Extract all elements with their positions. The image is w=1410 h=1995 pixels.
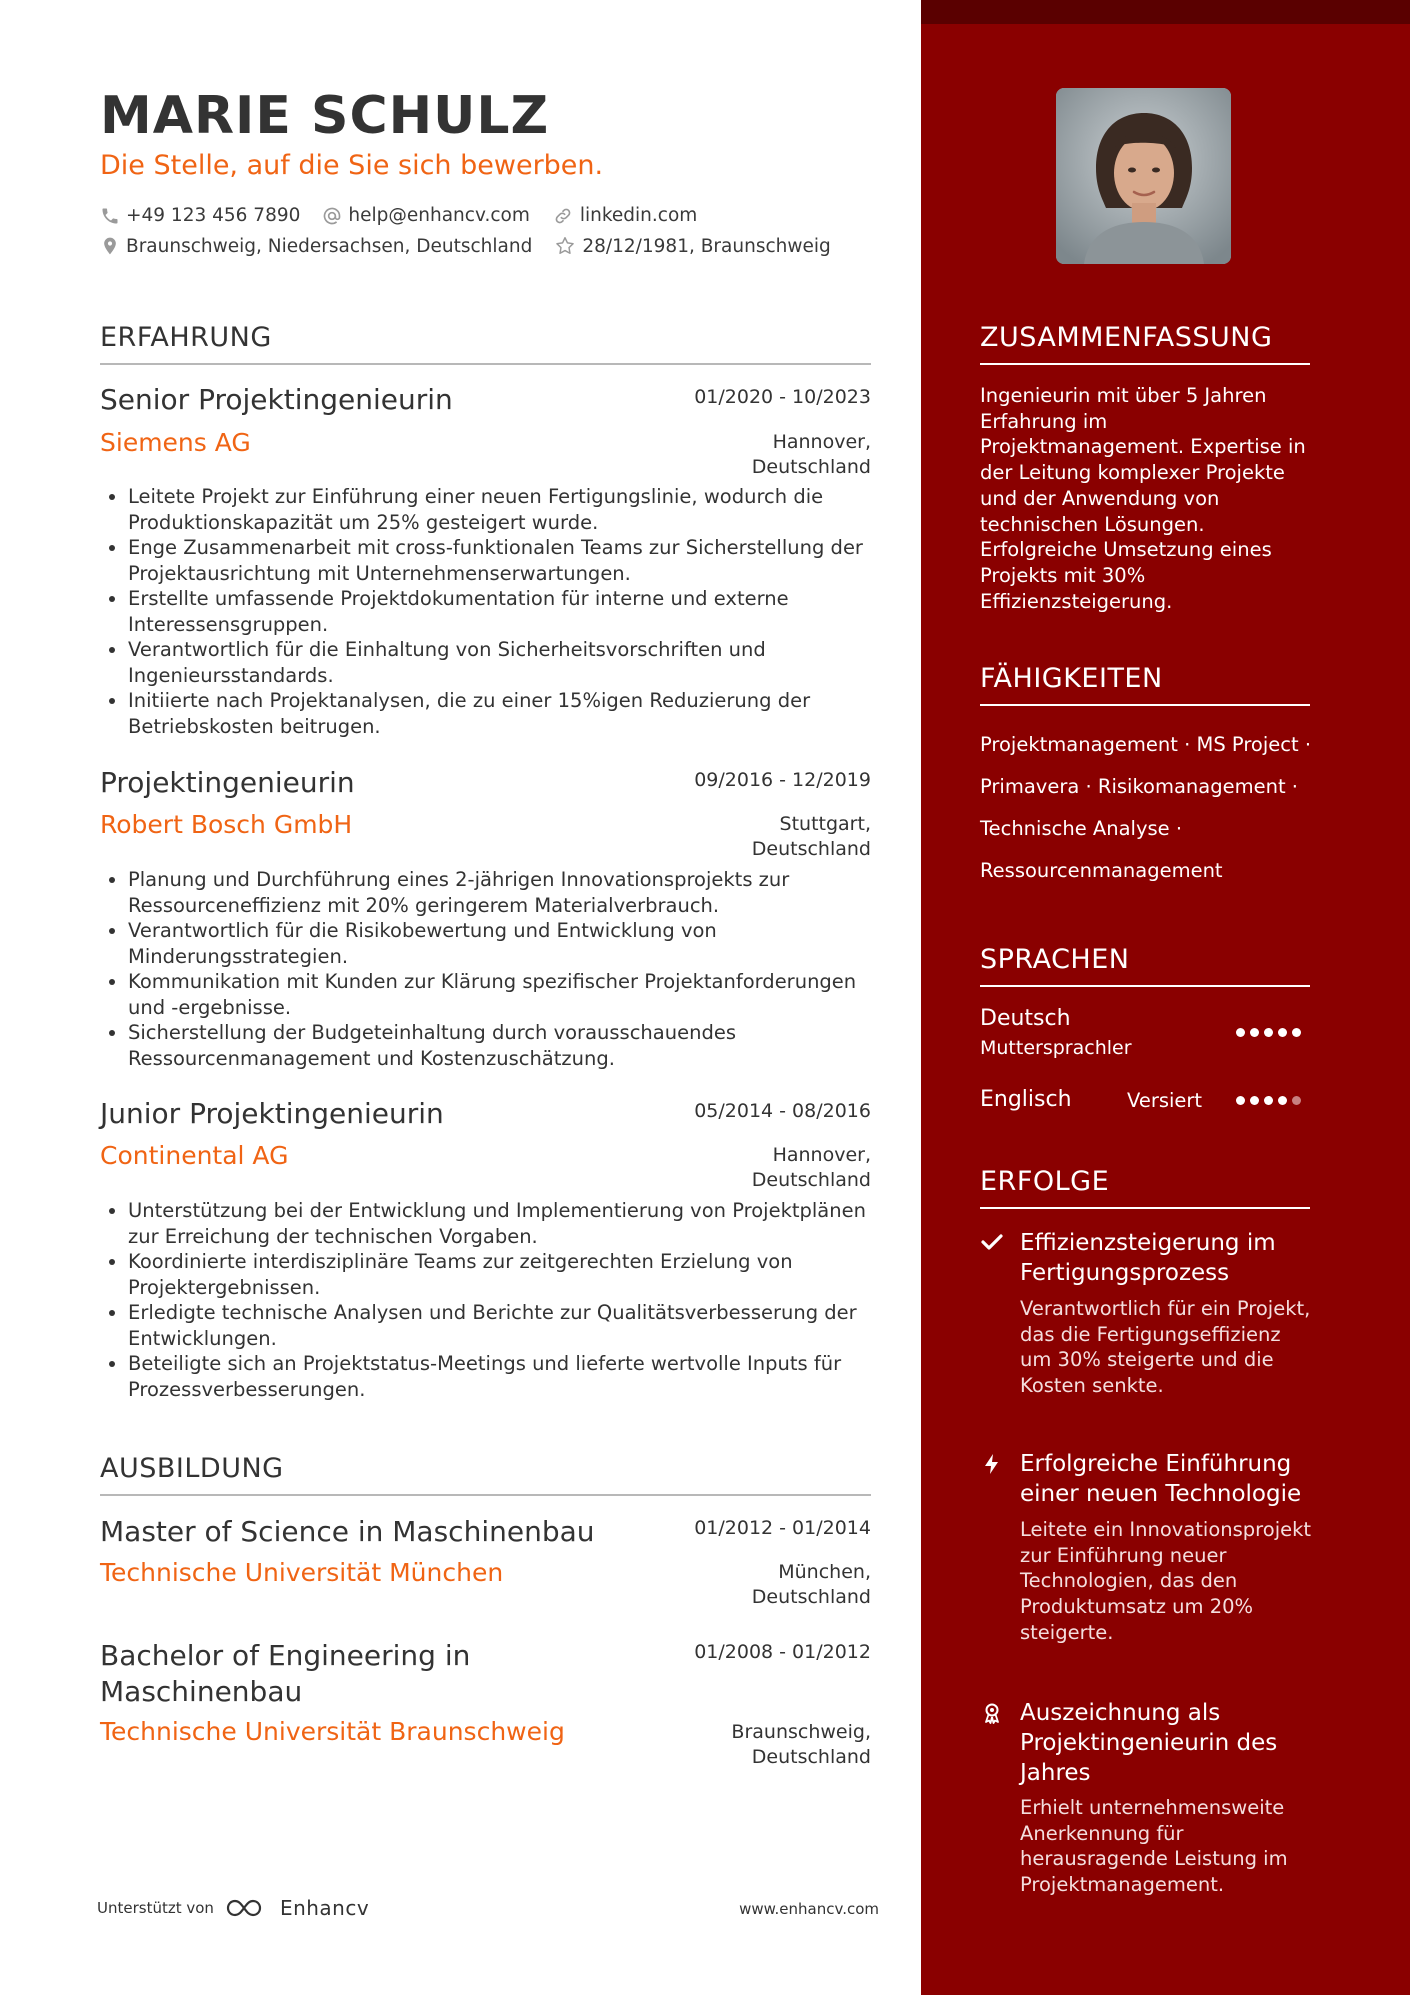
linkedin-text: linkedin.com	[579, 205, 698, 226]
language-level: Muttersprachler	[980, 1037, 1132, 1059]
portrait-image	[1056, 88, 1231, 264]
job-dates: 01/2020 - 10/2023	[694, 386, 871, 408]
location-pin-icon	[100, 235, 120, 257]
powered-by-text: Unterstützt von	[97, 1899, 214, 1917]
bullet: • Initiierte nach Projektanalysen, die zu einer 15%igen Reduzierung der Betriebskosten beitrugen.	[128, 688, 871, 739]
degree-title: Master of Science in Maschinenbau	[100, 1515, 595, 1548]
company-name: Robert Bosch GmbH	[100, 810, 353, 839]
location-country: Deutschland	[751, 1169, 871, 1191]
achievement-title: Erfolgreiche Einführung einer neuen Technologie	[1020, 1451, 1302, 1507]
education-dates: 01/2012 - 01/2014	[694, 1517, 871, 1539]
job-bullets	[100, 484, 871, 739]
bullet: • Sicherstellung der Budgeteinhaltung durch vorausschauendes Ressourcenmanagement und Kostenzuschätzung.	[128, 1020, 871, 1071]
job-bullets	[100, 1198, 871, 1402]
achievement-text: Erhielt unternehmensweite Anerkennung für herausragende Leistung im Projektmanagement.	[1020, 1796, 1288, 1897]
sidebar-top-bar	[921, 0, 1410, 24]
school-name: Technische Universität München	[100, 1558, 504, 1587]
rating-dot-empty	[1292, 1096, 1301, 1105]
contact-row-1	[100, 205, 719, 226]
check-icon	[980, 1230, 1004, 1254]
degree-line: Maschinenbau	[100, 1675, 303, 1708]
company-name: Siemens AG	[100, 428, 251, 457]
location-city: Braunschweig,	[731, 1721, 871, 1743]
achievements-heading: ERFOLGE	[980, 1166, 1310, 1209]
footer-url[interactable]: www.enhancv.com	[739, 1900, 879, 1918]
location-city: Hannover,	[772, 431, 871, 453]
bullet: • Leitete Projekt zur Einführung einer neuen Fertigungslinie, wodurch die Produktionskapazität um 25% gesteigert wurde.	[128, 484, 871, 535]
contact-email[interactable]	[322, 205, 529, 226]
location-country: Deutschland	[751, 838, 871, 860]
language-name: Deutsch	[980, 1006, 1071, 1031]
rating-dot	[1250, 1096, 1259, 1105]
education-location	[731, 1720, 871, 1770]
bullet: • Enge Zusammenarbeit mit cross-funktionalen Teams zur Sicherstellung der Projektausrichtung mit Unternehmenserwartungen.	[128, 535, 871, 586]
achievement-title: Effizienzsteigerung im Fertigungsprozess	[1020, 1230, 1276, 1286]
job-dates: 09/2016 - 12/2019	[694, 769, 871, 791]
job-bullets	[100, 867, 871, 1071]
languages-heading: SPRACHEN	[980, 944, 1310, 987]
summary-heading: ZUSAMMENFASSUNG	[980, 322, 1310, 365]
location-country: Deutschland	[751, 1746, 871, 1768]
location-city: München,	[778, 1561, 871, 1583]
company-name: Continental AG	[100, 1141, 289, 1170]
job-title: Projektingenieurin	[100, 766, 355, 799]
skills-line: Projektmanagement · MS Project ·	[980, 733, 1312, 756]
job-title: Junior Projektingenieurin	[100, 1097, 444, 1130]
skills-line: Technische Analyse ·	[980, 817, 1183, 840]
education-location	[752, 1560, 871, 1610]
school-name: Technische Universität Braunschweig	[100, 1717, 565, 1746]
location-text: Braunschweig, Niedersachsen, Deutschland	[126, 235, 533, 257]
rating-dot	[1278, 1028, 1287, 1037]
job-location	[752, 430, 871, 480]
contact-linkedin[interactable]	[552, 205, 697, 226]
contact-location	[100, 235, 532, 257]
bullet: • Kommunikation mit Kunden zur Klärung spezifischer Projektanforderungen und -ergebnisse.	[128, 969, 871, 1020]
phone-text: +49 123 456 7890	[126, 205, 301, 226]
star-icon	[554, 235, 576, 257]
bolt-icon	[980, 1452, 1004, 1476]
phone-icon	[100, 206, 120, 226]
profile-photo	[1056, 88, 1231, 264]
skills-heading: FÄHIGKEITEN	[980, 663, 1310, 706]
bullet: • Koordinierte interdisziplinäre Teams zur zeitgerechten Erzielung von Projektergebnissen.	[128, 1249, 871, 1300]
award-icon	[980, 1701, 1004, 1725]
rating-dot	[1250, 1028, 1259, 1037]
job-title: Senior Projektingenieurin	[100, 383, 453, 416]
achievement-title: Auszeichnung als Projektingenieurin des Jahres	[1020, 1700, 1278, 1786]
achievement-text: Leitete ein Innovationsprojekt zur Einführung neuer Technologien, das den Produktumsatz um 20% steigerte.	[1020, 1518, 1312, 1644]
candidate-name: MARIE SCHULZ	[100, 86, 550, 146]
contact-phone	[100, 205, 300, 226]
skills-list	[980, 724, 1320, 892]
summary-text: Ingenieurin mit über 5 Jahren Erfahrung im Projektmanagement. Expertise in der Leitung komplexer Projekte und der Anwendung von technischen Lösungen. Erfolgreiche Umsetzung eines Projekts mit 30% Effizienzsteigerung.	[980, 384, 1306, 613]
rating-dot	[1236, 1096, 1245, 1105]
job-dates: 05/2014 - 08/2016	[694, 1100, 871, 1122]
location-city: Hannover,	[772, 1144, 871, 1166]
rating-dot	[1292, 1028, 1301, 1037]
location-country: Deutschland	[751, 456, 871, 478]
bullet: • Erstellte umfassende Projektdokumentation für interne und externe Interessensgruppen.	[128, 586, 871, 637]
job-location	[752, 1143, 871, 1193]
brand-name: Enhancv	[279, 1896, 370, 1920]
language-rating	[1236, 1028, 1301, 1037]
bullet: • Verantwortlich für die Risikobewertung und Entwicklung von Minderungsstrategien.	[128, 918, 871, 969]
footer-powered-by	[97, 1896, 369, 1920]
degree-title	[100, 1638, 470, 1710]
link-icon	[552, 206, 574, 226]
bullet: • Planung und Durchführung eines 2-jährigen Innovationsprojekts zur Ressourceneffizienz mit 20% geringerem Materialverbrauch.	[128, 867, 871, 918]
education-heading: AUSBILDUNG	[100, 1453, 871, 1496]
rating-dot	[1236, 1028, 1245, 1037]
rating-dot	[1264, 1096, 1273, 1105]
birth-text: 28/12/1981, Braunschweig	[582, 235, 831, 257]
skills-line: Primavera · Risikomanagement ·	[980, 775, 1298, 798]
language-level: Versiert	[1127, 1089, 1203, 1112]
contact-birth	[554, 235, 830, 257]
rating-dot	[1264, 1028, 1273, 1037]
achievement-text: Verantwortlich für ein Projekt, das die Fertigungseffizienz um 30% steigerte und die Kosten senkte.	[1020, 1297, 1311, 1398]
degree-line: Bachelor of Engineering in	[100, 1639, 471, 1672]
bullet: • Beteiligte sich an Projektstatus-Meetings und lieferte wertvolle Inputs für Prozessverbesserungen.	[128, 1351, 871, 1402]
experience-heading: ERFAHRUNG	[100, 322, 871, 365]
rating-dot	[1278, 1096, 1287, 1105]
bullet: • Verantwortlich für die Einhaltung von Sicherheitsvorschriften und Ingenieursstandards.	[128, 637, 871, 688]
bullet: • Erledigte technische Analysen und Berichte zur Qualitätsverbesserung der Entwicklungen.	[128, 1300, 871, 1351]
enhancv-logo-icon	[224, 1896, 272, 1920]
sidebar	[921, 0, 1410, 1995]
bullet: • Unterstützung bei der Entwicklung und Implementierung von Projektplänen zur Erreichung der technischen Vorgaben.	[128, 1198, 871, 1249]
location-city: Stuttgart,	[779, 813, 871, 835]
at-icon	[322, 206, 342, 226]
language-name: Englisch	[980, 1087, 1072, 1112]
job-tagline: Die Stelle, auf die Sie sich bewerben.	[100, 150, 604, 181]
education-dates: 01/2008 - 01/2012	[694, 1641, 871, 1663]
contact-row-2	[100, 235, 853, 257]
job-location	[752, 812, 871, 862]
language-rating	[1236, 1096, 1301, 1105]
skills-line: Ressourcenmanagement	[980, 859, 1223, 882]
location-country: Deutschland	[751, 1586, 871, 1608]
email-text: help@enhancv.com	[348, 205, 530, 226]
